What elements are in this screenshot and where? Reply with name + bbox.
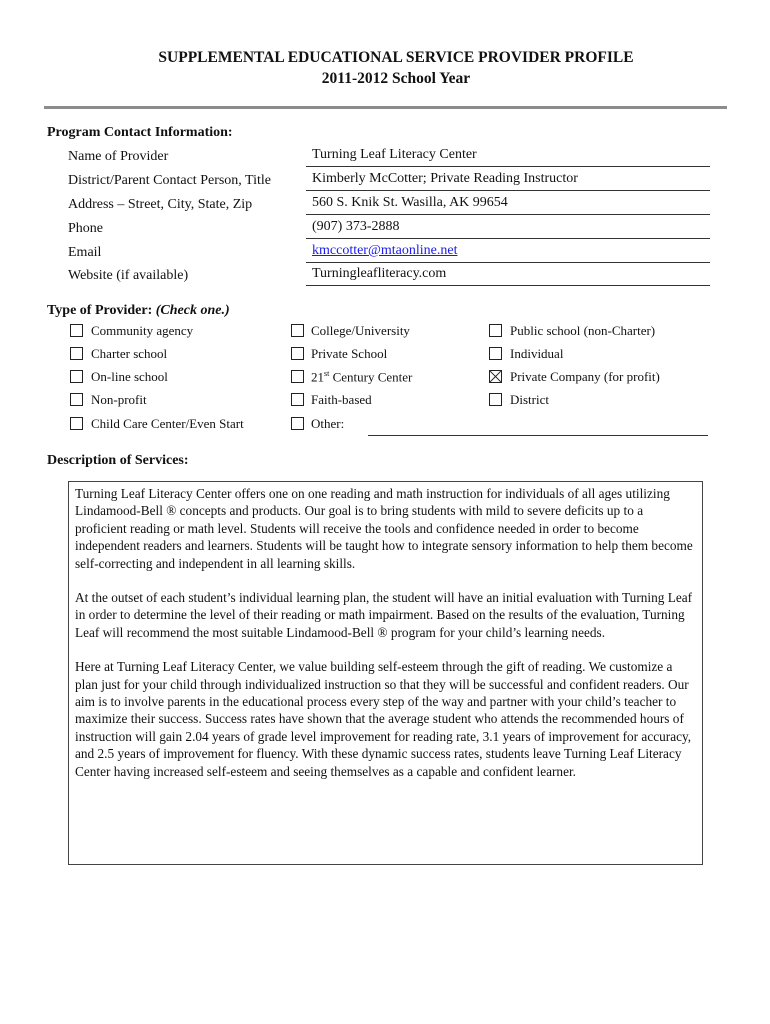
provider-type-heading-note: (Check one.) [155,303,230,318]
label-21st-sup: st [324,369,330,378]
address-field[interactable]: 560 S. Knik St. Wasilla, AK 99654 [306,193,710,215]
website-field[interactable]: Turningleafliteracy.com [306,264,710,286]
checkbox-label-district: District [510,392,549,407]
checkbox-other[interactable] [291,417,304,430]
checkbox-label-charter-school: Charter school [91,346,168,361]
checkbox-label-other: Other: [311,416,345,431]
checkbox-label-online-school: On-line school [91,369,168,384]
checkbox-label-community-agency: Community agency [91,323,194,338]
phone-field[interactable]: (907) 373-2888 [306,217,710,239]
checkbox-label-private-school: Private School [311,346,388,361]
checkbox-label-college-university: College/University [311,323,410,338]
provider-type-heading [47,303,230,319]
description-paragraph-2: At the outset of each student’s individual learning plan, the student will have an initial evaluation with Turning Leaf in order to determine the level of their reading or math impairment. Based on the results of the evaluation, Turning Leaf will recommend the most suitable Lindamood-Bell ® program for your child’s learning needs. [75,590,693,640]
checkbox-district[interactable] [489,393,502,406]
form-subtitle: 2011-2012 School Year [321,70,471,87]
checkbox-community-agency[interactable] [70,324,83,337]
checkbox-private-school[interactable] [291,347,304,360]
email-link[interactable]: kmccotter@mtaonline.net [306,241,710,263]
contact-person-label: District/Parent Contact Person, Title [68,173,271,188]
checkbox-label-individual: Individual [510,346,564,361]
checkbox-label-child-care: Child Care Center/Even Start [91,416,244,431]
checkbox-child-care[interactable] [70,417,83,430]
address-label: Address – Street, City, State, Zip [68,197,253,212]
email-label: Email [68,245,102,260]
provider-type-heading-text: Type of Provider: [47,303,153,318]
checkbox-college-university[interactable] [291,324,304,337]
description-textarea[interactable] [68,481,703,865]
contact-heading: Program Contact Information: [47,125,233,140]
label-21st-suffix: Century Center [329,369,413,385]
label-21st-prefix: 21 [311,369,324,385]
checkbox-label-public-school: Public school (non-Charter) [510,323,656,338]
contact-person-field[interactable]: Kimberly McCotter; Private Reading Instructor [306,169,710,191]
checkbox-online-school[interactable] [70,370,83,383]
checkbox-21st-century-center[interactable] [291,370,304,383]
checkbox-label-non-profit: Non-profit [91,392,147,407]
checkbox-charter-school[interactable] [70,347,83,360]
header-divider [44,106,727,109]
provider-name-label: Name of Provider [68,149,169,164]
provider-name-field[interactable]: Turning Leaf Literacy Center [306,145,710,167]
checkbox-non-profit[interactable] [70,393,83,406]
checkbox-faith-based[interactable] [291,393,304,406]
other-text-field[interactable] [368,435,708,436]
checkbox-label-21st-century-center [311,369,412,385]
checkbox-public-school[interactable] [489,324,502,337]
description-heading: Description of Services: [47,453,189,468]
checkbox-private-company-checked[interactable] [489,370,502,383]
phone-label: Phone [68,221,103,236]
website-label: Website (if available) [68,268,189,283]
form-title: SUPPLEMENTAL EDUCATIONAL SERVICE PROVIDER PROFILE [158,49,634,66]
description-paragraph-1: Turning Leaf Literacy Center offers one on one reading and math instruction for individuals of all ages utilizing Lindamood-Bell ® concepts and products. Our goal is to bring students with mild to severe deficits up to a proficient reading or math level. Students will receive the tools and confidence needed in order to become independent readers and learners. Students will be taught how to integrate sensory information to help them become self-correcting and independent in all learning skills. [75,486,693,571]
description-paragraph-3: Here at Turning Leaf Literacy Center, we value building self-esteem through the gift of reading. We customize a plan just for your child through individualized instruction so that they will be successful and confident readers. Our aim is to involve parents in the educational process every step of the way and partner with your child’s teacher to maximize their success. Success rates have shown that the average student who attends the recommended hours of instruction will gain 2.04 years of grade level improvement for reading rate, 3.1 years of improvement for accuracy, and 2.5 years of improvement for fluency. With these dynamic success rates, students leave Turning Leaf Literacy Center having increased self-esteem and seeing themselves as a capable and confident learner. [75,659,692,779]
checkbox-label-private-company: Private Company (for profit) [510,369,660,384]
checkbox-label-faith-based: Faith-based [311,392,372,407]
checkbox-individual[interactable] [489,347,502,360]
